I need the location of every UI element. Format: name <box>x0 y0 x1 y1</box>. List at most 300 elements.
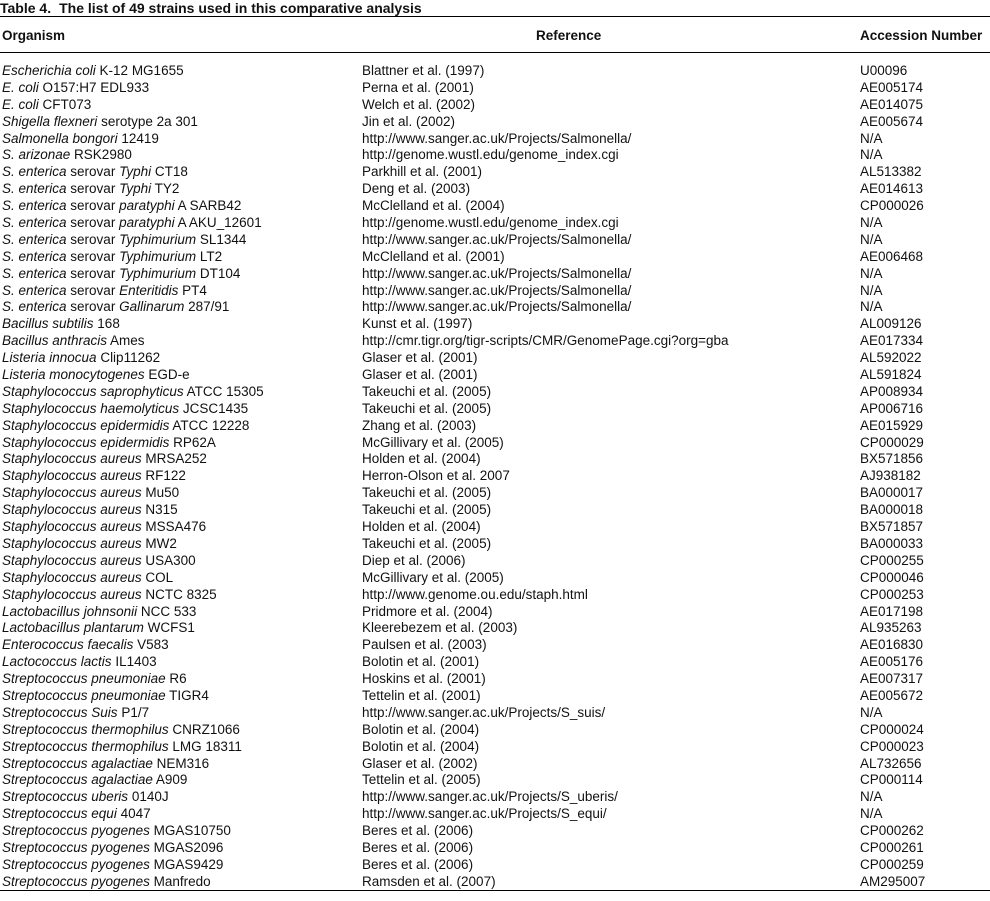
table-row <box>0 401 990 418</box>
organism-cell <box>2 637 169 654</box>
organism-text-part: MRSA252 <box>141 451 207 467</box>
table-row <box>0 806 990 823</box>
organism-italic-part: S. enterica <box>2 231 67 247</box>
reference-cell: Tettelin et al. (2005) <box>362 772 481 788</box>
organism-italic-part: S. enterica <box>2 299 67 315</box>
organism-cell <box>2 435 216 452</box>
table-row <box>0 654 990 671</box>
organism-italic-part: Streptococcus agalactiae <box>2 772 153 788</box>
reference-cell: Beres et al. (2006) <box>362 856 474 872</box>
accession-cell: CP000114 <box>860 772 923 788</box>
reference-cell: Takeuchi et al. (2005) <box>362 535 492 551</box>
reference-cell: McClelland et al. (2001) <box>362 248 505 264</box>
accession-cell: CP000023 <box>860 738 924 754</box>
organism-text-part: 12419 <box>117 130 159 146</box>
accession-cell: AE007317 <box>860 671 924 687</box>
table-row <box>0 164 990 181</box>
table-row <box>0 131 990 148</box>
organism-text-part: R6 <box>165 671 187 687</box>
reference-cell: http://www.sanger.ac.uk/Projects/Salmonella/ <box>362 265 632 281</box>
organism-text-part: MGAS10750 <box>149 823 231 839</box>
table-row <box>0 688 990 705</box>
accession-cell: AP006716 <box>860 400 924 416</box>
reference-cell: Paulsen et al. (2003) <box>362 637 487 653</box>
organism-italic-part: Lactobacillus plantarum <box>2 620 144 636</box>
accession-cell: AE014075 <box>860 96 924 112</box>
organism-text-part: MSSA476 <box>141 519 207 535</box>
organism-cell <box>2 789 169 806</box>
organism-italic-part: Staphylococcus aureus <box>2 519 142 535</box>
table-row <box>0 283 990 300</box>
organism-cell <box>2 570 173 587</box>
organism-italic-part: Typhimurium <box>119 265 197 281</box>
organism-italic-part: Typhi <box>119 181 152 197</box>
reference-cell: http://www.sanger.ac.uk/Projects/S_suis/ <box>362 704 606 720</box>
organism-italic-part: Streptococcus thermophilus <box>2 721 169 737</box>
organism-italic-part: Escherichia coli <box>2 63 96 78</box>
organism-text-part: TIGR4 <box>165 687 209 703</box>
organism-italic-part: S. enterica <box>2 164 67 180</box>
accession-cell: CP000029 <box>860 434 924 450</box>
table-row <box>0 80 990 97</box>
organism-italic-part: Staphylococcus aureus <box>2 485 142 501</box>
organism-text-part: USA300 <box>141 552 196 568</box>
organism-italic-part: Salmonella bongori <box>2 130 118 146</box>
organism-text-part: IL1403 <box>111 654 157 670</box>
reference-cell: http://genome.wustl.edu/genome_index.cgi <box>362 215 619 231</box>
organism-text-part: A AKU_12601 <box>174 215 262 231</box>
organism-text-part: SL1344 <box>196 231 247 247</box>
organism-text-part: 287/91 <box>184 299 230 315</box>
table-row <box>0 857 990 874</box>
reference-cell: http://www.sanger.ac.uk/Projects/S_equi/ <box>362 806 607 822</box>
organism-italic-part: Staphylococcus aureus <box>2 451 142 467</box>
organism-cell <box>2 333 145 350</box>
organism-cell <box>2 468 186 485</box>
organism-text-part: K-12 MG1655 <box>95 63 184 78</box>
organism-cell <box>2 688 209 705</box>
accession-cell: N/A <box>860 806 883 822</box>
organism-cell <box>2 384 264 401</box>
organism-cell <box>2 519 206 536</box>
organism-italic-part: S. enterica <box>2 181 67 197</box>
table-row <box>0 705 990 722</box>
organism-italic-part: Streptococcus Suis <box>2 704 118 720</box>
organism-text-part: serovar <box>66 265 120 281</box>
table-row <box>0 874 990 891</box>
organism-text-part: MGAS2096 <box>149 839 224 855</box>
organism-cell <box>2 620 195 637</box>
organism-italic-part: Lactobacillus johnsonii <box>2 603 138 619</box>
organism-cell <box>2 604 196 621</box>
organism-cell <box>2 553 196 570</box>
organism-cell <box>2 874 211 891</box>
accession-cell: BX571857 <box>860 519 924 535</box>
organism-text-part: 168 <box>93 316 120 332</box>
organism-text-part: serovar <box>66 231 120 247</box>
table-row <box>0 232 990 249</box>
organism-italic-part: Streptococcus pyogenes <box>2 873 150 889</box>
organism-text-part: serovar <box>66 282 120 298</box>
reference-cell: http://www.genome.ou.edu/staph.html <box>362 586 588 602</box>
reference-cell: Welch et al. (2002) <box>362 96 476 112</box>
organism-italic-part: Typhi <box>119 164 152 180</box>
organism-italic-part: E. coli <box>2 96 39 112</box>
organism-cell <box>2 654 157 671</box>
table-caption <box>0 0 422 16</box>
organism-cell <box>2 587 217 604</box>
organism-cell <box>2 857 223 874</box>
organism-cell <box>2 705 149 722</box>
organism-cell <box>2 63 184 80</box>
accession-cell: AL009126 <box>860 316 922 332</box>
organism-cell <box>2 283 207 300</box>
organism-cell <box>2 401 248 418</box>
reference-cell: McClelland et al. (2004) <box>362 198 505 214</box>
organism-italic-part: S. enterica <box>2 265 67 281</box>
organism-italic-part: E. coli <box>2 79 39 95</box>
organism-cell <box>2 266 240 283</box>
organism-text-part: serovar <box>66 164 120 180</box>
organism-italic-part: Enteritidis <box>119 282 179 298</box>
accession-cell: BX571856 <box>860 451 924 467</box>
organism-cell <box>2 806 151 823</box>
reference-cell: Takeuchi et al. (2005) <box>362 502 492 518</box>
organism-italic-part: Streptococcus pneumoniae <box>2 687 166 703</box>
table-row <box>0 418 990 435</box>
table-row <box>0 553 990 570</box>
accession-cell: AE017334 <box>860 333 924 349</box>
organism-text-part: LT2 <box>196 248 223 264</box>
table-row <box>0 384 990 401</box>
table-row <box>0 570 990 587</box>
table-row <box>0 519 990 536</box>
organism-text-part: NCC 533 <box>137 603 197 619</box>
reference-cell: Parkhill et al. (2001) <box>362 164 483 180</box>
organism-cell <box>2 502 178 519</box>
organism-text-part: N315 <box>141 502 178 518</box>
table-row <box>0 147 990 164</box>
accession-cell: AL591824 <box>860 367 922 383</box>
table-row <box>0 451 990 468</box>
organism-text-part: serotype 2a 301 <box>97 113 198 129</box>
organism-text-part: LMG 18311 <box>168 738 242 754</box>
table-row <box>0 502 990 519</box>
accession-cell: AE015929 <box>860 417 924 433</box>
reference-cell: Bolotin et al. (2004) <box>362 721 480 737</box>
reference-cell: Hoskins et al. (2001) <box>362 671 486 687</box>
organism-cell <box>2 131 159 148</box>
organism-text-part: Ames <box>107 333 145 349</box>
organism-italic-part: Staphylococcus saprophyticus <box>2 383 184 399</box>
reference-cell: http://www.sanger.ac.uk/Projects/Salmonella/ <box>362 130 632 146</box>
organism-text-part: CFT073 <box>38 96 92 112</box>
table-row <box>0 299 990 316</box>
header-organism: Organism <box>2 28 66 43</box>
accession-cell: CP000253 <box>860 586 924 602</box>
reference-cell: http://www.sanger.ac.uk/Projects/Salmonella/ <box>362 299 632 315</box>
organism-italic-part: Listeria innocua <box>2 350 97 366</box>
organism-italic-part: paratyphi <box>119 215 175 231</box>
table-row <box>0 536 990 553</box>
header-reference: Reference <box>536 28 602 43</box>
organism-text-part: MW2 <box>141 535 177 551</box>
organism-italic-part: Streptococcus pyogenes <box>2 823 150 839</box>
organism-italic-part: Streptococcus pyogenes <box>2 856 150 872</box>
organism-text-part: ATCC 15305 <box>183 383 264 399</box>
organism-cell <box>2 249 222 266</box>
organism-italic-part: Staphylococcus epidermidis <box>2 417 170 433</box>
header-accession: Accession Number <box>860 28 983 43</box>
reference-cell: Perna et al. (2001) <box>362 79 474 95</box>
accession-cell: N/A <box>860 231 883 247</box>
organism-text-part: serovar <box>66 181 120 197</box>
organism-cell <box>2 80 149 97</box>
reference-cell: Tettelin et al. (2001) <box>362 687 481 703</box>
organism-text-part: O157:H7 EDL933 <box>38 79 150 95</box>
reference-cell: Blattner et al. (1997) <box>362 63 485 78</box>
organism-cell <box>2 114 198 131</box>
organism-italic-part: Gallinarum <box>119 299 185 315</box>
table-row <box>0 671 990 688</box>
organism-cell <box>2 756 209 773</box>
reference-cell: Herron-Olson et al. 2007 <box>362 468 510 484</box>
organism-cell <box>2 316 120 333</box>
reference-cell: http://www.sanger.ac.uk/Projects/Salmonella/ <box>362 231 632 247</box>
accession-cell: AJ938182 <box>860 468 921 484</box>
organism-text-part: EGD-e <box>144 367 190 383</box>
organism-italic-part: Bacillus anthracis <box>2 333 108 349</box>
reference-cell: Glaser et al. (2001) <box>362 367 478 383</box>
organism-text-part: RSK2980 <box>70 147 132 163</box>
accession-cell: BA000017 <box>860 485 924 501</box>
organism-cell <box>2 418 249 435</box>
organism-text-part: CNRZ1066 <box>168 721 240 737</box>
accession-cell: AE017198 <box>860 603 924 619</box>
table-caption-text: The list of 49 strains used in this comparative analysis <box>59 0 422 16</box>
reference-cell: Takeuchi et al. (2005) <box>362 485 492 501</box>
accession-cell: AL935263 <box>860 620 922 636</box>
organism-text-part: Clip11262 <box>96 350 161 366</box>
organism-italic-part: Staphylococcus aureus <box>2 502 142 518</box>
organism-text-part: A SARB42 <box>174 198 242 214</box>
organism-cell <box>2 451 207 468</box>
reference-cell: Bolotin et al. (2004) <box>362 738 480 754</box>
organism-text-part: TY2 <box>151 181 180 197</box>
reference-cell: http://www.sanger.ac.uk/Projects/Salmonella/ <box>362 282 632 298</box>
organism-italic-part: Enterococcus faecalis <box>2 637 134 653</box>
organism-cell <box>2 367 190 384</box>
reference-cell: Holden et al. (2004) <box>362 519 481 535</box>
accession-cell: AM295007 <box>860 873 926 889</box>
organism-italic-part: Streptococcus pyogenes <box>2 839 150 855</box>
organism-text-part: Manfredo <box>149 873 211 889</box>
organism-text-part: WCFS1 <box>143 620 195 636</box>
organism-text-part: ATCC 12228 <box>169 417 250 433</box>
table-row <box>0 620 990 637</box>
reference-cell: Kleerebezem et al. (2003) <box>362 620 518 636</box>
accession-cell: CP000024 <box>860 721 924 737</box>
table-row <box>0 840 990 857</box>
organism-italic-part: S. enterica <box>2 198 67 214</box>
accession-cell: N/A <box>860 215 883 231</box>
organism-text-part: DT104 <box>196 265 241 281</box>
organism-italic-part: Staphylococcus aureus <box>2 586 142 602</box>
reference-cell: http://genome.wustl.edu/genome_index.cgi <box>362 147 619 163</box>
reference-cell: http://www.sanger.ac.uk/Projects/S_uberis/ <box>362 789 618 805</box>
accession-cell: AL513382 <box>860 164 922 180</box>
table-row <box>0 823 990 840</box>
organism-text-part: PT4 <box>178 282 207 298</box>
organism-italic-part: Streptococcus pneumoniae <box>2 671 166 687</box>
table-body <box>0 63 990 891</box>
accession-cell: AE014613 <box>860 181 924 197</box>
organism-text-part: NEM316 <box>152 755 210 771</box>
organism-text-part: serovar <box>66 248 120 264</box>
table-row <box>0 722 990 739</box>
accession-cell: N/A <box>860 704 883 720</box>
table-row <box>0 114 990 131</box>
reference-cell: Kunst et al. (1997) <box>362 316 473 332</box>
table-row <box>0 772 990 789</box>
organism-cell <box>2 671 187 688</box>
organism-cell <box>2 350 160 367</box>
bottom-rule <box>0 890 990 891</box>
organism-cell <box>2 823 231 840</box>
table-row <box>0 63 990 80</box>
accession-cell: AE005174 <box>860 79 924 95</box>
table-row <box>0 266 990 283</box>
organism-text-part: RF122 <box>141 468 186 484</box>
table-row <box>0 350 990 367</box>
table-row <box>0 485 990 502</box>
table-row <box>0 215 990 232</box>
accession-cell: N/A <box>860 299 883 315</box>
reference-cell: Pridmore et al. (2004) <box>362 603 493 619</box>
organism-cell <box>2 181 179 198</box>
organism-italic-part: Streptococcus agalactiae <box>2 755 153 771</box>
table-row <box>0 587 990 604</box>
organism-text-part: NCTC 8325 <box>141 586 217 602</box>
table-row <box>0 468 990 485</box>
organism-text-part: serovar <box>66 215 120 231</box>
organism-cell <box>2 147 132 164</box>
organism-text-part: CT18 <box>151 164 188 180</box>
table-row <box>0 637 990 654</box>
table-row <box>0 756 990 773</box>
reference-cell: Beres et al. (2006) <box>362 823 474 839</box>
organism-text-part: MGAS9429 <box>149 856 224 872</box>
organism-italic-part: Staphylococcus epidermidis <box>2 434 170 450</box>
accession-cell: CP000261 <box>860 839 924 855</box>
organism-cell <box>2 485 179 502</box>
organism-cell <box>2 840 223 857</box>
organism-cell <box>2 772 187 789</box>
organism-cell <box>2 232 246 249</box>
accession-cell: AP008934 <box>860 383 924 399</box>
accession-cell: N/A <box>860 789 883 805</box>
accession-cell: N/A <box>860 147 883 163</box>
accession-cell: CP000262 <box>860 823 924 839</box>
organism-cell <box>2 299 229 316</box>
organism-italic-part: S. enterica <box>2 215 67 231</box>
table-row <box>0 181 990 198</box>
organism-text-part: V583 <box>133 637 169 653</box>
accession-cell: CP000255 <box>860 552 924 568</box>
table-row <box>0 604 990 621</box>
reference-cell: McGillivary et al. (2005) <box>362 434 504 450</box>
organism-text-part: Mu50 <box>141 485 180 501</box>
accession-cell: N/A <box>860 265 883 281</box>
organism-italic-part: Shigella flexneri <box>2 113 98 129</box>
organism-italic-part: Typhimurium <box>119 231 197 247</box>
accession-cell: CP000259 <box>860 856 924 872</box>
organism-text-part: 0140J <box>128 789 169 805</box>
organism-cell <box>2 215 262 232</box>
organism-text-part: JCSC1435 <box>179 400 249 416</box>
organism-italic-part: S. enterica <box>2 282 67 298</box>
organism-cell <box>2 164 188 181</box>
organism-italic-part: S. arizonae <box>2 147 71 163</box>
reference-cell: Zhang et al. (2003) <box>362 417 477 433</box>
organism-italic-part: Streptococcus uberis <box>2 789 129 805</box>
accession-cell: N/A <box>860 282 883 298</box>
reference-cell: Deng et al. (2003) <box>362 181 471 197</box>
accession-cell: AE005672 <box>860 687 924 703</box>
organism-italic-part: Staphylococcus aureus <box>2 535 142 551</box>
accession-cell: U00096 <box>860 63 908 78</box>
accession-cell: CP000046 <box>860 569 924 585</box>
organism-italic-part: Listeria monocytogenes <box>2 367 145 383</box>
reference-cell: Ramsden et al. (2007) <box>362 873 496 889</box>
organism-cell <box>2 536 177 553</box>
reference-cell: Beres et al. (2006) <box>362 839 474 855</box>
table-row <box>0 739 990 756</box>
accession-cell: AL592022 <box>860 350 922 366</box>
organism-italic-part: S. enterica <box>2 248 67 264</box>
accession-cell: AE016830 <box>860 637 924 653</box>
organism-italic-part: Bacillus subtilis <box>2 316 94 332</box>
accession-cell: AE006468 <box>860 248 924 264</box>
table-row <box>0 333 990 350</box>
accession-cell: AE005674 <box>860 113 924 129</box>
organism-italic-part: Lactococcus lactis <box>2 654 112 670</box>
accession-cell: BA000033 <box>860 535 924 551</box>
table-row <box>0 97 990 114</box>
accession-cell: N/A <box>860 130 883 146</box>
organism-text-part: P1/7 <box>117 704 150 720</box>
organism-text-part: A909 <box>152 772 188 788</box>
reference-cell: Glaser et al. (2001) <box>362 350 478 366</box>
table-row <box>0 249 990 266</box>
organism-cell <box>2 198 241 215</box>
reference-cell: Diep et al. (2006) <box>362 552 466 568</box>
header-rule <box>0 52 990 53</box>
reference-cell: Takeuchi et al. (2005) <box>362 400 492 416</box>
table-caption-label: Table 4. <box>0 0 52 16</box>
organism-italic-part: paratyphi <box>119 198 175 214</box>
reference-cell: Jin et al. (2002) <box>362 113 456 129</box>
organism-cell <box>2 722 240 739</box>
organism-italic-part: Staphylococcus aureus <box>2 468 142 484</box>
organism-italic-part: Staphylococcus haemolyticus <box>2 400 180 416</box>
accession-cell: AE005176 <box>860 654 924 670</box>
organism-text-part: 4047 <box>116 806 151 822</box>
reference-cell: McGillivary et al. (2005) <box>362 569 504 585</box>
reference-cell: Takeuchi et al. (2005) <box>362 383 492 399</box>
reference-cell: Glaser et al. (2002) <box>362 755 478 771</box>
accession-cell: BA000018 <box>860 502 924 518</box>
